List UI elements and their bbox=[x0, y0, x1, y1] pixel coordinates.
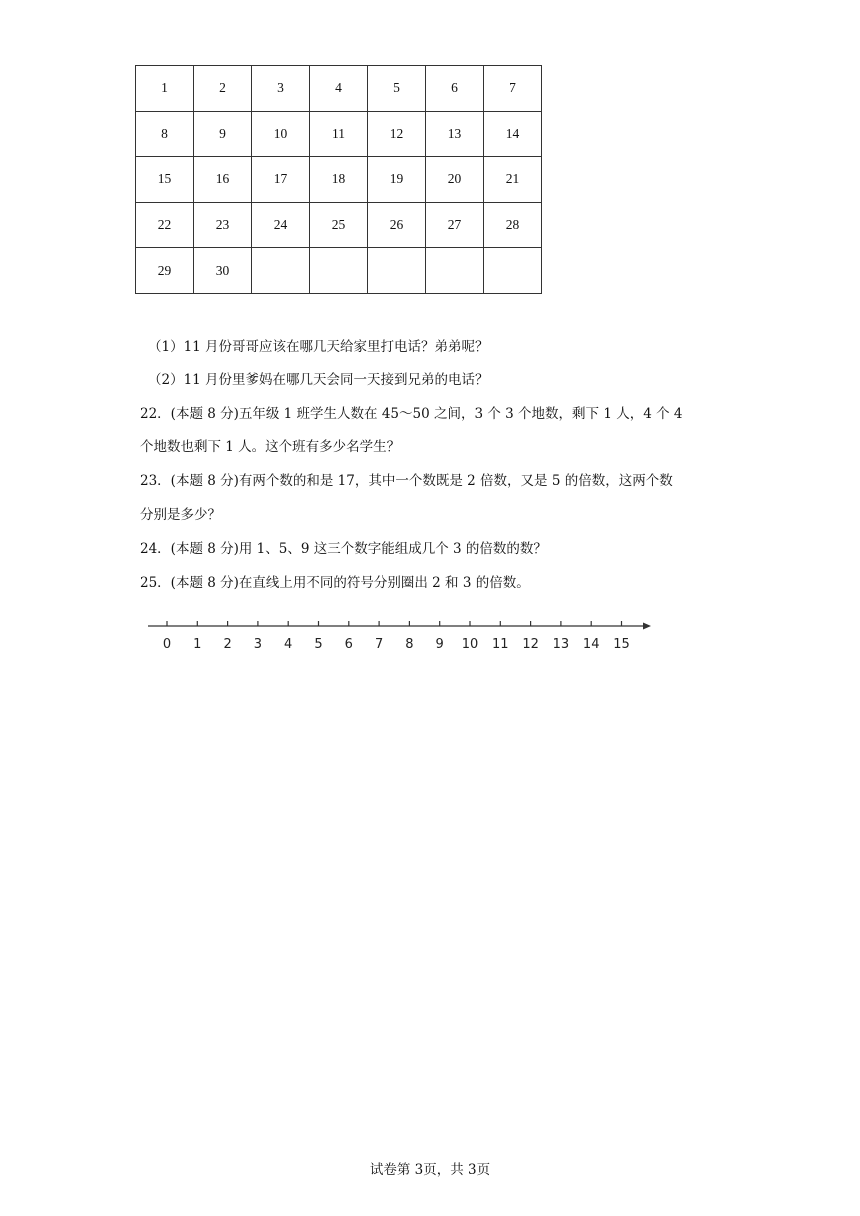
calendar-cell: 5 bbox=[368, 66, 426, 112]
calendar-cell: 9 bbox=[194, 111, 252, 157]
calendar-cell: 24 bbox=[252, 202, 310, 248]
number-line-label: 15 bbox=[613, 637, 630, 652]
number-line-label: 5 bbox=[314, 637, 323, 652]
calendar-cell: 23 bbox=[194, 202, 252, 248]
number-line-label: 9 bbox=[435, 637, 444, 652]
calendar-cell: 20 bbox=[426, 157, 484, 203]
question-22-line-1: 22．(本题 8 分)五年级 1 班学生人数在 45～50 之间，3 个 3 个地数，剩下 1 人，4 个 4 bbox=[140, 406, 683, 422]
calendar-row bbox=[136, 202, 542, 248]
number-line-label: 0 bbox=[162, 637, 172, 652]
number-line-label: 2 bbox=[223, 637, 232, 652]
number-line-label: 14 bbox=[582, 637, 600, 652]
calendar-cell: 7 bbox=[484, 66, 542, 112]
calendar-cell: 11 bbox=[310, 111, 368, 157]
calendar-cell: 29 bbox=[136, 248, 194, 294]
calendar-cell: 28 bbox=[484, 202, 542, 248]
question-22-line-2: 个地数也剩下 1 人。这个班有多少名学生？ bbox=[140, 439, 401, 455]
number-line-label: 12 bbox=[522, 637, 539, 652]
calendar-cell: 18 bbox=[310, 157, 368, 203]
calendar-cell: 25 bbox=[310, 202, 368, 248]
question-23-line-1: 23．(本题 8 分)有两个数的和是 17，其中一个数既是 2 倍数，又是 5 的倍数，这两个数 bbox=[140, 473, 673, 489]
calendar-cell: 6 bbox=[426, 66, 484, 112]
calendar-cell: 14 bbox=[484, 111, 542, 157]
calendar-cell: 17 bbox=[252, 157, 310, 203]
calendar-row bbox=[136, 248, 542, 294]
calendar-cell: 13 bbox=[426, 111, 484, 157]
calendar-cell: 8 bbox=[136, 111, 194, 157]
number-line-label: 3 bbox=[253, 637, 263, 652]
calendar-row bbox=[136, 111, 542, 157]
number-line-arrow-icon bbox=[643, 623, 651, 630]
number-line-label: 1 bbox=[193, 637, 202, 652]
calendar-table bbox=[135, 65, 542, 294]
calendar-cell: 27 bbox=[426, 202, 484, 248]
number-line bbox=[140, 612, 660, 657]
question-25: 25．(本题 8 分)在直线上用不同的符号分别圈出 2 和 3 的倍数。 bbox=[140, 575, 530, 591]
calendar-cell: 2 bbox=[194, 66, 252, 112]
calendar-cell: 30 bbox=[194, 248, 252, 294]
calendar-cell: 4 bbox=[310, 66, 368, 112]
calendar-cell bbox=[368, 248, 426, 294]
calendar-cell: 21 bbox=[484, 157, 542, 203]
calendar-cell bbox=[484, 248, 542, 294]
question-23-line-2: 分别是多少？ bbox=[140, 507, 221, 523]
calendar-cell bbox=[426, 248, 484, 294]
page-footer: 试卷第 3页，共 3页 bbox=[369, 1162, 491, 1178]
number-line-label: 13 bbox=[552, 637, 570, 652]
calendar-cell: 22 bbox=[136, 202, 194, 248]
calendar-cell bbox=[310, 248, 368, 294]
calendar-cell: 1 bbox=[136, 66, 194, 112]
number-line-label: 10 bbox=[461, 637, 479, 652]
number-line-label: 7 bbox=[374, 637, 384, 652]
calendar-cell: 3 bbox=[252, 66, 310, 112]
calendar-cell: 19 bbox=[368, 157, 426, 203]
number-line-label: 11 bbox=[492, 637, 509, 652]
calendar-row bbox=[136, 66, 542, 112]
number-line-label: 6 bbox=[344, 637, 353, 652]
question-21-part-1: （1）11 月份哥哥应该在哪几天给家里打电话？弟弟呢？ bbox=[148, 339, 489, 355]
calendar-cell: 16 bbox=[194, 157, 252, 203]
calendar-cell: 10 bbox=[252, 111, 310, 157]
calendar-cell: 12 bbox=[368, 111, 426, 157]
calendar-cell: 15 bbox=[136, 157, 194, 203]
number-line-label: 8 bbox=[405, 637, 414, 652]
number-line-label: 4 bbox=[284, 637, 293, 652]
calendar-cell: 26 bbox=[368, 202, 426, 248]
calendar-row bbox=[136, 157, 542, 203]
question-24: 24．(本题 8 分)用 1、5、9 这三个数字能组成几个 3 的倍数的数？ bbox=[140, 541, 547, 557]
question-21-part-2: （2）11 月份里爹妈在哪几天会同一天接到兄弟的电话？ bbox=[148, 372, 489, 388]
calendar-cell bbox=[252, 248, 310, 294]
